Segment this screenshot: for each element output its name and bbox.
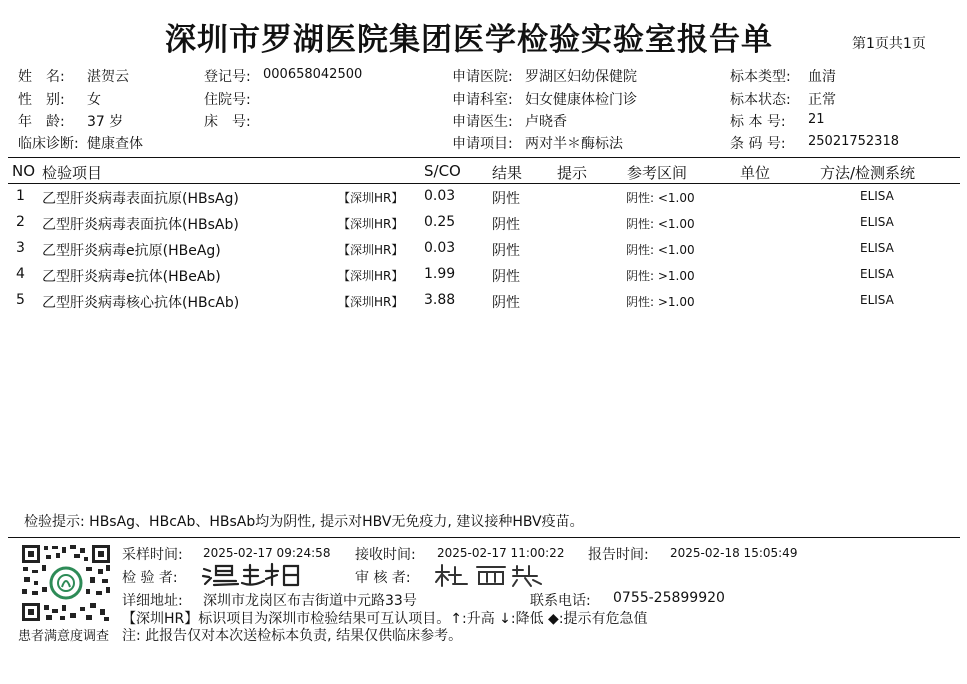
specimen-type: 血清	[808, 69, 836, 85]
specimen-status: 正常	[808, 92, 836, 108]
row-ref: 阴性: <1.00	[626, 217, 695, 231]
specimen-no: 21	[808, 112, 825, 127]
col-method-header: 方法/检测系统	[820, 164, 916, 182]
footer-top-rule	[8, 537, 960, 538]
inpatient-label: 住院号:	[204, 92, 251, 108]
bed-label: 床 号:	[204, 114, 251, 130]
row-item: 乙型肝炎病毒表面抗体(HBsAb)	[42, 217, 239, 233]
row-no: 4	[16, 266, 25, 282]
diagnosis: 健康查体	[87, 136, 143, 152]
row-sco: 0.03	[424, 188, 456, 204]
age-label: 年 龄:	[18, 114, 65, 130]
row-method: ELISA	[860, 241, 894, 255]
row-ref: 阴性: >1.00	[626, 295, 695, 309]
inspector-signature	[200, 561, 320, 587]
footer-note: 注: 此报告仅对本次送检标本负责, 结果仅供临床参考。	[122, 628, 463, 644]
row-item: 乙型肝炎病毒e抗体(HBeAb)	[42, 269, 221, 285]
patient-gender: 女	[87, 92, 101, 108]
row-no: 5	[16, 292, 25, 308]
table-header-rule	[8, 183, 960, 184]
sample-time-label: 采样时间:	[122, 547, 183, 563]
patient-name: 湛贺云	[87, 69, 129, 85]
row-method: ELISA	[860, 267, 894, 281]
report-title: 深圳市罗湖医院集团医学检验实验室报告单	[165, 22, 773, 58]
doctor-label: 申请医生:	[452, 114, 513, 130]
row-no: 2	[16, 214, 25, 230]
sample-time: 2025-02-17 09:24:58	[203, 546, 331, 560]
phone: 0755-25899920	[613, 590, 725, 606]
row-method: ELISA	[860, 189, 894, 203]
barcode: 25021752318	[808, 134, 899, 149]
department: 妇女健康体检门诊	[525, 92, 637, 108]
row-no: 1	[16, 188, 25, 204]
qr-caption: 患者满意度调查	[18, 629, 110, 644]
col-sco-header: S/CO	[424, 162, 461, 180]
col-no-header: NO	[12, 162, 36, 180]
legend: 【深圳HR】标识项目为深圳市检验结果可互认项目。↑:升高 ↓:降低 ◆:提示有危急值	[122, 611, 648, 627]
address: 深圳市龙岗区布吉街道中元路33号	[203, 593, 417, 609]
row-result: 阴性	[492, 191, 520, 207]
row-tag: 【深圳HR】	[338, 269, 404, 283]
phone-label: 联系电话:	[530, 593, 591, 609]
reg-number: 000658042500	[263, 67, 363, 82]
gender-label: 性 别:	[18, 92, 65, 108]
row-item: 乙型肝炎病毒e抗原(HBeAg)	[42, 243, 221, 259]
dept-label: 申请科室:	[452, 92, 513, 108]
address-label: 详细地址:	[122, 593, 183, 609]
row-sco: 0.25	[424, 214, 456, 230]
row-tag: 【深圳HR】	[338, 243, 404, 257]
page-info: 第1页共1页	[852, 36, 926, 52]
specimen-no-label: 标 本 号:	[730, 114, 786, 130]
receive-time-label: 接收时间:	[355, 547, 416, 563]
row-sco: 3.88	[424, 292, 456, 308]
request-item: 两对半＊酶标法	[525, 136, 623, 152]
row-sco: 0.03	[424, 240, 456, 256]
col-unit-header: 单位	[740, 164, 771, 182]
col-item-header: 检验项目	[42, 164, 103, 182]
lab-hint: 检验提示: HBsAg、HBcAb、HBsAb均为阴性, 提示对HBV无免疫力, 建议接种HBV疫苗。	[24, 514, 584, 530]
col-result-header: 结果	[492, 164, 523, 182]
diagnosis-label: 临床诊断:	[18, 136, 79, 152]
inspector-label: 检 验 者:	[122, 570, 178, 586]
row-tag: 【深圳HR】	[338, 191, 404, 205]
name-label: 姓 名:	[18, 69, 65, 85]
row-method: ELISA	[860, 215, 894, 229]
hospital: 罗湖区妇幼保健院	[525, 69, 637, 85]
row-item: 乙型肝炎病毒表面抗原(HBsAg)	[42, 191, 239, 207]
doctor: 卢晓香	[525, 114, 567, 130]
hospital-label: 申请医院:	[452, 69, 513, 85]
row-tag: 【深圳HR】	[338, 217, 404, 231]
row-ref: 阴性: >1.00	[626, 269, 695, 283]
row-result: 阴性	[492, 269, 520, 285]
row-result: 阴性	[492, 243, 520, 259]
request-item-label: 申请项目:	[452, 136, 513, 152]
row-ref: 阴性: <1.00	[626, 243, 695, 257]
row-result: 阴性	[492, 295, 520, 311]
row-tag: 【深圳HR】	[338, 295, 404, 309]
reviewer-label: 审 核 者:	[355, 570, 411, 586]
specimen-status-label: 标本状态:	[730, 92, 791, 108]
specimen-type-label: 标本类型:	[730, 69, 791, 85]
reviewer-signature	[433, 562, 553, 588]
row-method: ELISA	[860, 293, 894, 307]
receive-time: 2025-02-17 11:00:22	[437, 546, 565, 560]
row-sco: 1.99	[424, 266, 456, 282]
qr-code[interactable]	[20, 543, 112, 623]
col-ref-header: 参考区间	[627, 164, 688, 182]
barcode-label: 条 码 号:	[730, 136, 786, 152]
row-ref: 阴性: <1.00	[626, 191, 695, 205]
patient-age: 37 岁	[87, 114, 124, 130]
row-result: 阴性	[492, 217, 520, 233]
report-time: 2025-02-18 15:05:49	[670, 546, 798, 560]
report-time-label: 报告时间:	[588, 547, 649, 563]
table-top-rule	[8, 157, 960, 158]
row-item: 乙型肝炎病毒核心抗体(HBcAb)	[42, 295, 240, 311]
col-hint-header: 提示	[557, 164, 588, 182]
row-no: 3	[16, 240, 25, 256]
reg-label: 登记号:	[204, 69, 251, 85]
